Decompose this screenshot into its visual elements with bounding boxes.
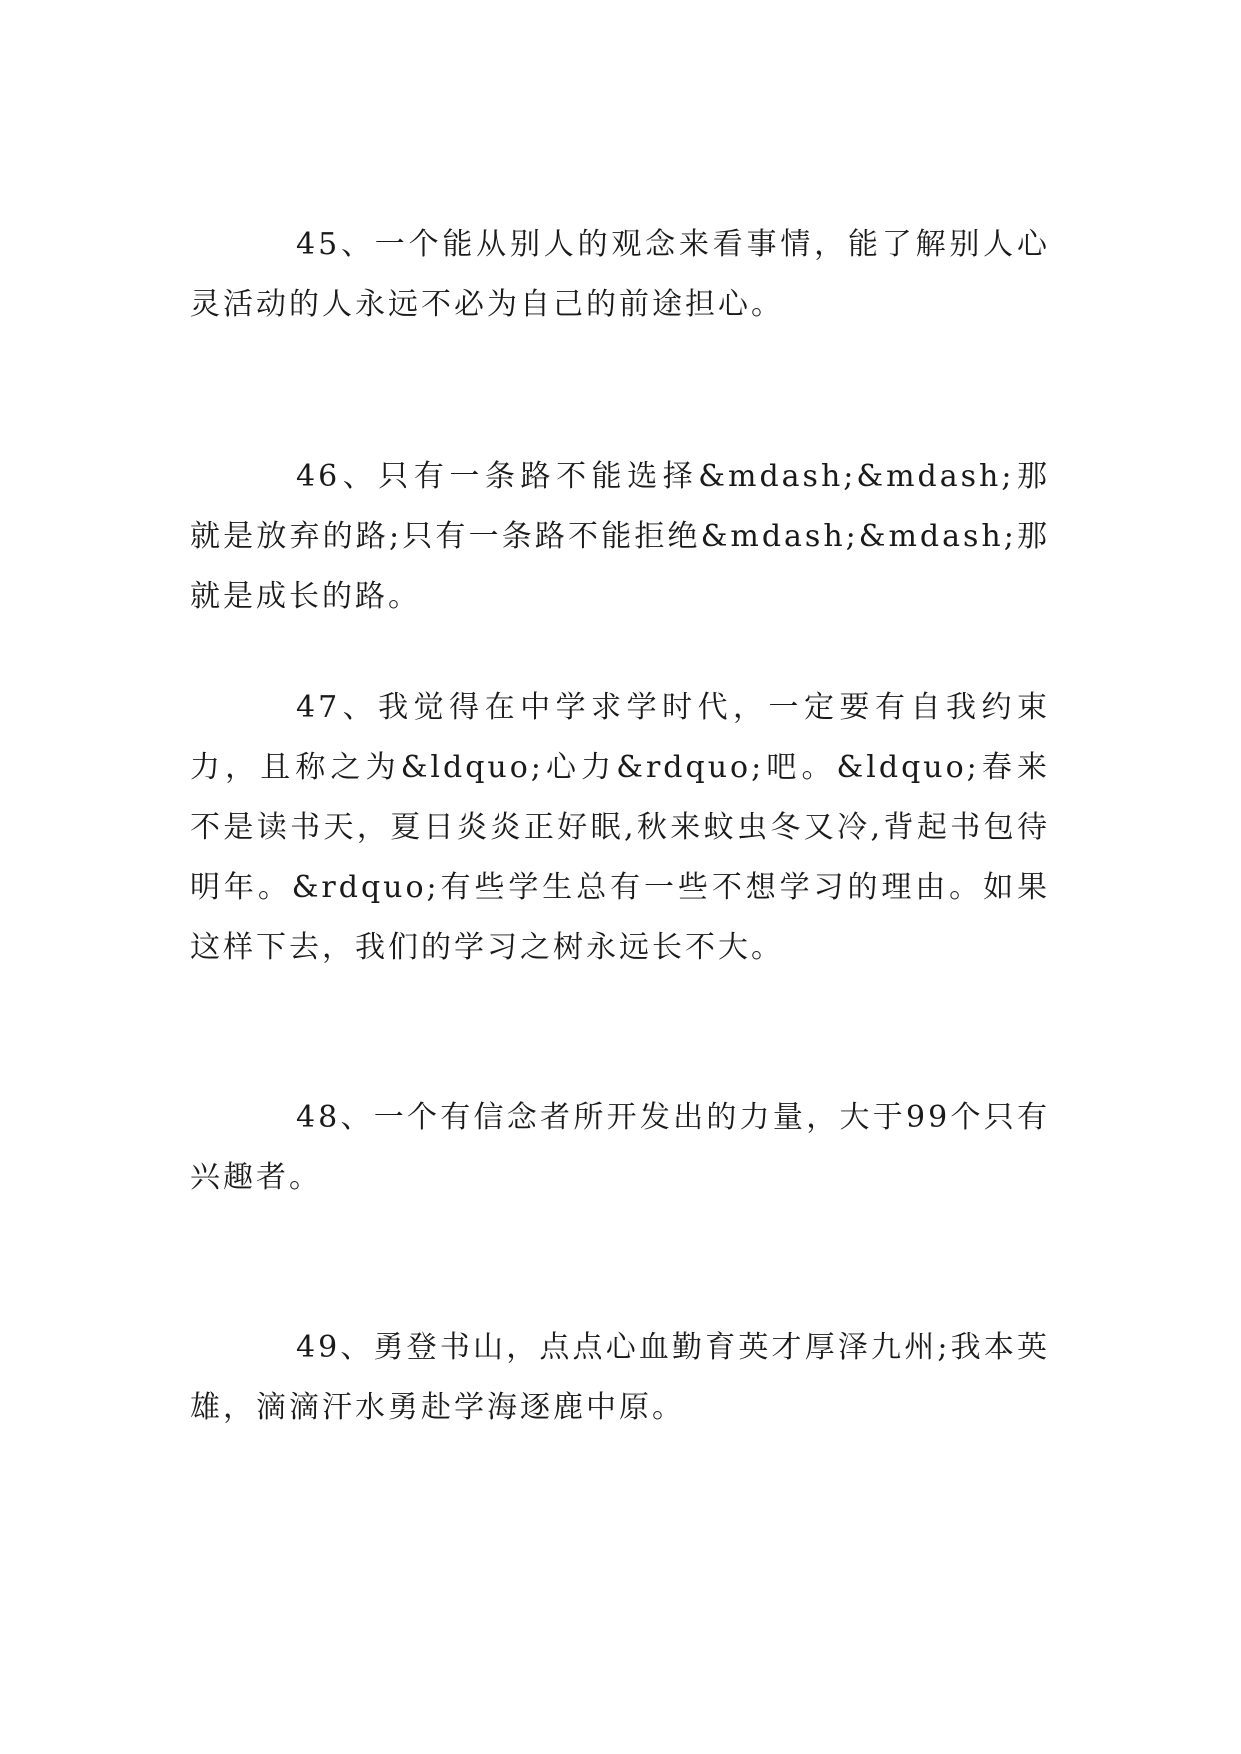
paragraph-46: 46、只有一条路不能选择&mdash;&mdash;那就是放弃的路;只有一条路不能拒绝&mdash;&mdash;那就是成长的路。 xyxy=(190,459,1050,614)
paragraph-48: 48、一个有信念者所开发出的力量，大于99个只有兴趣者。 xyxy=(190,1100,1050,1195)
paragraph-49: 49、勇登书山，点点心血勤育英才厚泽九州;我本英雄，滴滴汗水勇赴学海逐鹿中原。 xyxy=(190,1330,1050,1425)
paragraph-45: 45、一个能从别人的观念来看事情，能了解别人心灵活动的人永远不必为自己的前途担心。 xyxy=(190,227,1050,322)
paragraph-47: 47、我觉得在中学求学时代，一定要有自我约束力，且称之为&ldquo;心力&rdquo;吧。&ldquo;春来不是读书天，夏日炎炎正好眠,秋来蚊虫冬又冷,背起书包待明年。&rdquo;有些学生总有一些不想学习的理由。如果这样下去，我们的学习之树永远长不大。 xyxy=(190,690,1050,965)
